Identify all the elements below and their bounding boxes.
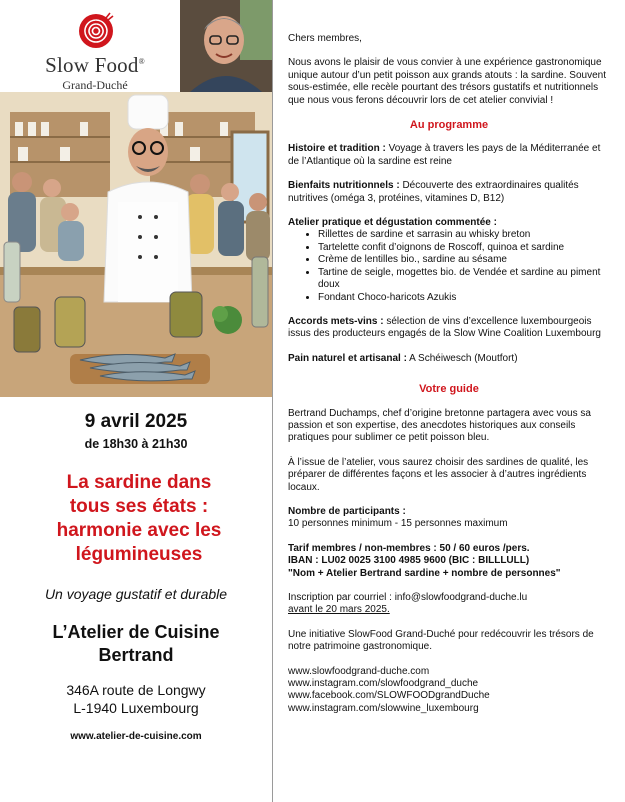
event-date: 9 avril 2025: [84, 411, 188, 432]
payment-reference: "Nom + Atelier Bertrand sardine + nombre de personnes": [288, 567, 561, 579]
event-tagline: Un voyage gustatif et durable: [44, 586, 228, 602]
iban-line: IBAN : LU02 0025 3100 4985 9600 (BIC : BILLLULL): [288, 555, 530, 567]
nutrition-paragraph: Bienfaits nutritionnels : Découverte des extraordinaires qualités nutritives (oméga 3, protéines, vitamines D, B12): [288, 180, 579, 204]
link-instagram[interactable]: www.instagram.com/slowfoodgrand_duche: [288, 678, 479, 690]
logo-brand-name: Slow Food®: [45, 53, 145, 77]
workshop-label: Atelier pratique et dégustation commentée :: [288, 217, 497, 229]
link-instagram-slowwine[interactable]: www.instagram.com/slowwine_luxembourg: [288, 702, 479, 714]
chef-kitchen-illustration: [0, 92, 272, 397]
letter-column: [288, 33, 610, 715]
venue-name: L’Atelier de Cuisine Bertrand: [52, 622, 220, 665]
history-paragraph: Histoire et tradition : Voyage à travers les pays de la Méditerranée et de l’Atlantique où la sardine est reine: [288, 143, 601, 167]
snail-logo-icon: [76, 12, 116, 50]
signup-deadline: avant le 20 mars 2025.: [288, 604, 390, 616]
initiative-paragraph: Une initiative SlowFood Grand-Duché pour redécouvrir les trésors de notre patrimoine gastronomique.: [288, 628, 594, 653]
bread-paragraph: Pain naturel et artisanal : A Schéiwesch (Moutfort): [288, 352, 518, 364]
slow-food-logo: [20, 10, 170, 95]
logo-subtitle: Grand-Duché: [62, 78, 128, 92]
signup-email[interactable]: Inscription par courriel : info@slowfoodgrand-duche.lu: [288, 592, 528, 603]
outcome-paragraph: À l’issue de l’atelier, vous saurez choisir des sardines de qualité, les préparer de différentes façons et les associer à d’autres ingrédients locaux.: [288, 456, 589, 493]
guide-heading: Votre guide: [419, 383, 479, 396]
chef-portrait-photo: [180, 0, 272, 92]
event-hours: de 18h30 à 21h30: [84, 437, 188, 451]
intro-paragraph: Nous avons le plaisir de vous convier à une expérience gastronomique unique autour d’un petit poisson aux grands atouts : la sardine. Souvent sous-estimée, elle recèle pourtant des trésors gustatifs et nutritionnels que nous vous ferons découvrir lors de cet atelier convivial !: [288, 57, 606, 106]
venue-website-link[interactable]: www.atelier-de-cuisine.com: [70, 731, 202, 742]
list-item: • Tartine de seigle, mogettes bio. de Vendée et sardine au piment doux: [318, 267, 610, 292]
list-item: • Rillettes de sardine et sarrasin au whisky breton: [318, 229, 610, 241]
link-facebook[interactable]: www.facebook.com/SLOWFOODgrandDuche: [288, 690, 490, 702]
workshop-list: [288, 229, 610, 303]
event-theme: La sardine dans tous ses états : harmonie avec les légumineuses: [56, 472, 222, 565]
venue-address: 346A route de Longwy L-1940 Luxembourg: [66, 682, 206, 716]
link-website[interactable]: www.slowfoodgrand-duche.com: [288, 665, 430, 677]
list-item: • Crème de lentilles bio., sardine au sésame: [318, 254, 610, 266]
list-item: • Tartelette confit d’oignons de Roscoff, quinoa et sardine: [318, 242, 610, 254]
column-divider: [272, 0, 273, 802]
guide-paragraph: Bertrand Duchamps, chef d’origine bretonne partagera avec vous sa passion et son expertise, des anecdotes historiques aux conseils pratiques pour sublimer ce petit poisson bleu.: [288, 407, 591, 444]
pairing-paragraph: Accords mets-vins : sélection de vins d’excellence luxembourgeois issus des producteurs engagés de la Slow Wine Coalition Luxembourg: [288, 315, 601, 340]
participants-text: 10 personnes minimum - 15 personnes maximum: [288, 518, 508, 530]
price-line: Tarif membres / non-membres : 50 / 60 euros /pers.: [288, 542, 530, 554]
greeting: Chers membres,: [288, 33, 362, 44]
programme-heading: Au programme: [409, 119, 489, 132]
list-item: • Fondant Choco-haricots Azukis: [318, 292, 610, 304]
participants-label: Nombre de participants :: [288, 505, 406, 517]
